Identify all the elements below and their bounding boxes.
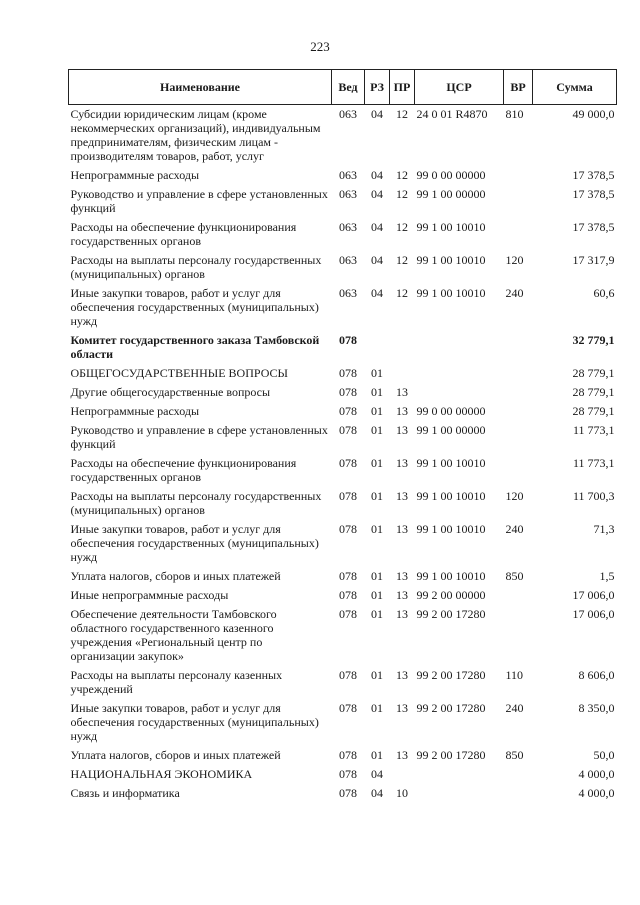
row-ved: 078 xyxy=(339,668,357,682)
header-ved: Вед xyxy=(332,70,365,105)
table-row xyxy=(69,251,617,284)
table-row xyxy=(69,331,617,364)
row-rz: 01 xyxy=(371,489,383,503)
table-row xyxy=(69,383,617,402)
row-sum: 1,5 xyxy=(599,569,615,583)
row-pr: 13 xyxy=(396,456,408,470)
row-sum: 11 773,1 xyxy=(572,456,615,470)
row-rz: 01 xyxy=(371,456,383,470)
row-name: НАЦИОНАЛЬНАЯ ЭКОНОМИКА xyxy=(70,767,253,781)
row-vr: 110 xyxy=(505,668,524,682)
row-rz: 01 xyxy=(371,748,383,762)
row-pr: 12 xyxy=(396,107,408,121)
row-sum: 8 606,0 xyxy=(578,668,615,682)
row-csr: 99 0 00 00000 xyxy=(416,168,486,182)
row-sum: 17 317,9 xyxy=(572,253,615,267)
row-name: Иные непрограммные расходы xyxy=(70,588,229,602)
row-pr: 12 xyxy=(396,286,408,300)
row-pr: 13 xyxy=(396,385,408,399)
row-pr: 13 xyxy=(396,668,408,682)
header-sum: Сумма xyxy=(533,70,617,105)
row-rz: 04 xyxy=(371,168,383,182)
row-vr xyxy=(504,765,533,784)
row-vr: 850 xyxy=(505,748,524,762)
table-row xyxy=(69,699,617,746)
row-ved: 063 xyxy=(339,286,357,300)
row-csr: 99 2 00 00000 xyxy=(416,588,486,602)
row-vr: 240 xyxy=(505,701,524,715)
row-pr: 13 xyxy=(396,607,408,621)
row-ved: 078 xyxy=(339,522,357,536)
row-sum: 71,3 xyxy=(593,522,615,536)
row-vr: 240 xyxy=(505,286,524,300)
row-csr xyxy=(415,331,504,364)
row-ved: 078 xyxy=(339,748,357,762)
row-vr xyxy=(504,421,533,454)
table-row xyxy=(69,567,617,586)
row-vr xyxy=(504,166,533,185)
row-sum: 17 006,0 xyxy=(572,588,615,602)
row-csr: 99 1 00 10010 xyxy=(416,522,486,536)
row-rz: 01 xyxy=(371,366,383,380)
row-sum: 11 773,1 xyxy=(572,423,615,437)
table-row xyxy=(69,454,617,487)
header-csr: ЦСР xyxy=(415,70,504,105)
row-csr: 99 1 00 10010 xyxy=(416,253,486,267)
row-name: Иные закупки товаров, работ и услуг для обеспечения государственных (муниципальных) нужд xyxy=(70,701,319,743)
header-rz: РЗ xyxy=(365,70,390,105)
row-vr: 120 xyxy=(505,253,524,267)
row-ved: 078 xyxy=(339,456,357,470)
row-name: Иные закупки товаров, работ и услуг для обеспечения государственных (муниципальных) нужд xyxy=(70,286,319,328)
row-name: Непрограммные расходы xyxy=(70,168,200,182)
row-name: Уплата налогов, сборов и иных платежей xyxy=(70,569,281,583)
row-ved: 078 xyxy=(339,588,357,602)
row-name: Руководство и управление в сфере установленных функций xyxy=(70,187,328,215)
row-sum: 49 000,0 xyxy=(572,107,615,121)
row-sum: 8 350,0 xyxy=(578,701,615,715)
row-name: Расходы на выплаты персоналу казенных учреждений xyxy=(70,668,283,696)
row-vr xyxy=(504,402,533,421)
row-pr: 13 xyxy=(396,748,408,762)
row-sum: 17 378,5 xyxy=(572,168,615,182)
table-row xyxy=(69,586,617,605)
row-ved: 078 xyxy=(339,489,357,503)
row-rz: 04 xyxy=(371,286,383,300)
row-rz: 01 xyxy=(371,522,383,536)
row-sum: 32 779,1 xyxy=(572,333,615,347)
row-rz: 04 xyxy=(371,187,383,201)
table-row xyxy=(69,605,617,666)
row-rz: 04 xyxy=(371,767,383,781)
row-rz: 01 xyxy=(371,668,383,682)
row-rz: 04 xyxy=(371,107,383,121)
header-name: Наименование xyxy=(69,70,332,105)
row-name: Расходы на выплаты персоналу государственных (муниципальных) органов xyxy=(70,489,322,517)
row-sum: 17 006,0 xyxy=(572,607,615,621)
row-vr xyxy=(504,784,533,803)
row-sum: 17 378,5 xyxy=(572,220,615,234)
row-csr: 99 1 00 10010 xyxy=(416,220,486,234)
row-rz: 01 xyxy=(371,423,383,437)
row-vr xyxy=(504,383,533,402)
row-ved: 078 xyxy=(339,767,357,781)
row-name: Расходы на обеспечение функционирования государственных органов xyxy=(70,456,297,484)
row-vr xyxy=(504,605,533,666)
page-number: 223 xyxy=(310,39,330,54)
row-vr xyxy=(504,454,533,487)
row-csr: 99 1 00 10010 xyxy=(416,286,486,300)
row-pr xyxy=(390,331,415,364)
row-ved: 078 xyxy=(339,423,357,437)
row-vr: 810 xyxy=(505,107,524,121)
row-sum: 17 378,5 xyxy=(572,187,615,201)
row-csr: 99 1 00 10010 xyxy=(416,569,486,583)
row-csr: 99 2 00 17280 xyxy=(416,607,486,621)
row-name: Обеспечение деятельности Тамбовского областного государственного казенного учреждения «Региональный центр по организации закупок» xyxy=(70,607,277,663)
row-rz: 04 xyxy=(371,220,383,234)
table-row xyxy=(69,520,617,567)
row-rz: 01 xyxy=(371,588,383,602)
row-csr xyxy=(415,364,504,383)
row-name: Руководство и управление в сфере установленных функций xyxy=(70,423,328,451)
row-vr: 120 xyxy=(505,489,524,503)
budget-table xyxy=(68,69,617,803)
row-name: Связь и информатика xyxy=(70,786,180,800)
row-rz: 01 xyxy=(371,607,383,621)
row-name: Непрограммные расходы xyxy=(70,404,200,418)
row-sum: 28 779,1 xyxy=(572,404,615,418)
row-pr xyxy=(390,364,415,383)
table-body xyxy=(69,105,617,804)
row-csr: 99 2 00 17280 xyxy=(416,701,486,715)
row-sum: 4 000,0 xyxy=(578,767,615,781)
row-csr: 24 0 01 R4870 xyxy=(416,107,488,121)
row-sum: 28 779,1 xyxy=(572,385,615,399)
row-ved: 063 xyxy=(339,187,357,201)
row-name: Уплата налогов, сборов и иных платежей xyxy=(70,748,281,762)
table-row xyxy=(69,402,617,421)
row-rz: 01 xyxy=(371,569,383,583)
table-row xyxy=(69,487,617,520)
row-ved: 063 xyxy=(339,168,357,182)
row-name: Расходы на обеспечение функционирования государственных органов xyxy=(70,220,297,248)
row-ved: 078 xyxy=(339,786,357,800)
table-row xyxy=(69,666,617,699)
table-row xyxy=(69,284,617,331)
row-rz: 01 xyxy=(371,701,383,715)
row-csr xyxy=(415,765,504,784)
row-rz: 01 xyxy=(371,385,383,399)
row-csr: 99 2 00 17280 xyxy=(416,748,486,762)
row-sum: 4 000,0 xyxy=(578,786,615,800)
row-vr xyxy=(504,218,533,251)
row-vr xyxy=(504,185,533,218)
table-row xyxy=(69,105,617,167)
row-pr xyxy=(390,765,415,784)
row-pr: 13 xyxy=(396,569,408,583)
row-ved: 078 xyxy=(339,333,357,347)
table-row xyxy=(69,746,617,765)
row-pr: 13 xyxy=(396,701,408,715)
row-rz xyxy=(365,331,390,364)
row-pr: 12 xyxy=(396,220,408,234)
row-name: Другие общегосударственные вопросы xyxy=(70,385,271,399)
row-ved: 063 xyxy=(339,220,357,234)
row-csr xyxy=(415,784,504,803)
row-sum: 28 779,1 xyxy=(572,366,615,380)
row-pr: 13 xyxy=(396,588,408,602)
table-row xyxy=(69,364,617,383)
row-sum: 60,6 xyxy=(593,286,615,300)
table-row xyxy=(69,166,617,185)
row-csr: 99 1 00 10010 xyxy=(416,456,486,470)
row-pr: 13 xyxy=(396,522,408,536)
table-row xyxy=(69,218,617,251)
row-pr: 13 xyxy=(396,423,408,437)
row-name: Субсидии юридическим лицам (кроме некоммерческих организаций), индивидуальным предпринимателям, физическим лицам - производителям товаров, работ, услуг xyxy=(70,107,321,163)
row-csr: 99 0 00 00000 xyxy=(416,404,486,418)
row-rz: 04 xyxy=(371,786,383,800)
row-rz: 04 xyxy=(371,253,383,267)
row-name: Комитет государственного заказа Тамбовской области xyxy=(70,333,320,361)
row-vr xyxy=(504,331,533,364)
row-ved: 078 xyxy=(339,569,357,583)
row-ved: 078 xyxy=(339,385,357,399)
header-pr: ПР xyxy=(390,70,415,105)
table-row xyxy=(69,185,617,218)
row-pr: 10 xyxy=(396,786,408,800)
row-csr: 99 2 00 17280 xyxy=(416,668,486,682)
row-pr: 12 xyxy=(396,168,408,182)
row-pr: 12 xyxy=(396,187,408,201)
table-row xyxy=(69,765,617,784)
row-pr: 12 xyxy=(396,253,408,267)
row-ved: 078 xyxy=(339,607,357,621)
row-csr: 99 1 00 10010 xyxy=(416,489,486,503)
row-csr xyxy=(415,383,504,402)
row-name: Расходы на выплаты персоналу государственных (муниципальных) органов xyxy=(70,253,322,281)
row-ved: 063 xyxy=(339,253,357,267)
row-ved: 078 xyxy=(339,701,357,715)
row-rz: 01 xyxy=(371,404,383,418)
table-row xyxy=(69,784,617,803)
row-vr: 850 xyxy=(505,569,524,583)
row-csr: 99 1 00 00000 xyxy=(416,423,486,437)
row-name: ОБЩЕГОСУДАРСТВЕННЫЕ ВОПРОСЫ xyxy=(70,366,288,380)
row-csr: 99 1 00 00000 xyxy=(416,187,486,201)
row-ved: 078 xyxy=(339,366,357,380)
row-pr: 13 xyxy=(396,404,408,418)
table-row xyxy=(69,421,617,454)
table-header-row xyxy=(69,70,617,105)
row-sum: 11 700,3 xyxy=(572,489,615,503)
row-vr xyxy=(504,364,533,383)
row-ved: 078 xyxy=(339,404,357,418)
row-pr: 13 xyxy=(396,489,408,503)
row-vr xyxy=(504,586,533,605)
header-vr: ВР xyxy=(504,70,533,105)
row-sum: 50,0 xyxy=(593,748,615,762)
row-name: Иные закупки товаров, работ и услуг для обеспечения государственных (муниципальных) нужд xyxy=(70,522,319,564)
row-vr: 240 xyxy=(505,522,524,536)
row-ved: 063 xyxy=(339,107,357,121)
